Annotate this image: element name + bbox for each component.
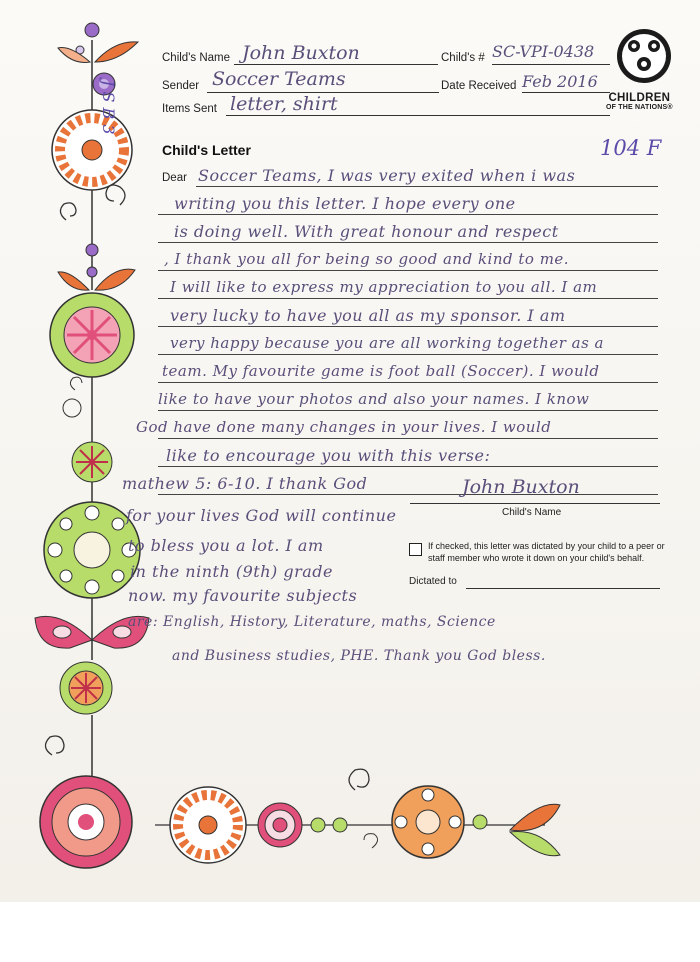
ruled-line	[158, 410, 658, 411]
letter-heading: Child's Letter	[162, 142, 251, 158]
letter-line: very happy because you are all working together as a	[170, 334, 604, 352]
dictated-to-label: Dictated to	[409, 576, 457, 587]
letter-line: very lucky to have you all as my sponsor. I am	[170, 306, 566, 325]
letter-line: in the ninth (9th) grade	[130, 562, 333, 581]
sender-value: Soccer Teams	[212, 68, 346, 90]
child-number-label: Child's #	[441, 52, 485, 64]
ruled-line	[158, 382, 658, 383]
dictated-checkbox[interactable]	[409, 543, 422, 556]
sender-label: Sender	[162, 80, 200, 92]
ruled-line	[158, 270, 658, 271]
reference-mark: 104 F	[600, 136, 662, 160]
dear-label: Dear	[162, 172, 187, 184]
ruled-line	[158, 242, 658, 243]
child-name-line	[234, 64, 438, 65]
letter-line: team. My favourite game is foot ball (Soccer). I would	[162, 362, 600, 380]
signature-label: Child's Name	[502, 507, 562, 518]
letter-line: , I thank you all for being so good and kind to me.	[164, 250, 570, 268]
letter-line: like to have your photos and also your names. I know	[158, 390, 590, 408]
date-received-value: Feb 2016	[522, 72, 598, 91]
ruled-line	[158, 326, 658, 327]
child-name-label: Child's Name	[162, 52, 231, 64]
ruled-line	[158, 466, 658, 467]
date-received-line	[522, 92, 610, 93]
items-sent-label: Items Sent	[162, 103, 217, 115]
letter-line: are: English, History, Literature, maths, Science	[128, 614, 496, 630]
date-received-label: Date Received	[441, 80, 517, 92]
signature-line	[410, 503, 660, 504]
ruled-line	[158, 354, 658, 355]
ruled-line	[158, 214, 658, 215]
ruled-line	[196, 186, 658, 187]
dictation-note: If checked, this letter was dictated by your child to a peer or staff member who wrote it down on your child's behalf.	[428, 541, 665, 563]
logo-text	[606, 92, 673, 111]
children-of-the-nations-logo-icon	[614, 26, 674, 86]
letter-line: writing you this letter. I hope every one	[174, 194, 516, 213]
letter-line: now. my favourite subjects	[128, 586, 358, 605]
letter-line: I will like to express my appreciation to you all. I am	[170, 278, 598, 296]
ruled-line	[158, 494, 658, 495]
signature: John Buxton	[462, 476, 580, 498]
logo-line-1: CHILDREN	[608, 92, 671, 104]
letter-line: for your lives God will continue	[126, 506, 397, 525]
ruled-line	[158, 438, 658, 439]
letter-line: like to encourage you with this verse:	[166, 446, 491, 465]
ruled-line	[158, 298, 658, 299]
letter-line: mathew 5: 6-10. I thank God	[122, 474, 368, 493]
items-sent-value: letter, shirt	[230, 93, 338, 115]
child-number-value: SC-VPI-0438	[492, 42, 595, 61]
letter-line: is doing well. With great honour and respect	[174, 222, 559, 241]
child-name-value: John Buxton	[242, 42, 360, 64]
letter-line: Soccer Teams, I was very exited when i was	[198, 166, 576, 185]
letter-line: and Business studies, PHE. Thank you God bless.	[172, 648, 546, 664]
side-initials: J S B 3	[99, 80, 118, 135]
letter-line: God have done many changes in your lives. I would	[136, 418, 552, 436]
items-sent-line	[226, 115, 610, 116]
logo-line-2: OF THE NATIONS®	[606, 104, 673, 111]
child-number-line	[492, 64, 610, 65]
letter-line: to bless you a lot. I am	[128, 536, 324, 555]
dictated-to-line	[466, 588, 660, 589]
